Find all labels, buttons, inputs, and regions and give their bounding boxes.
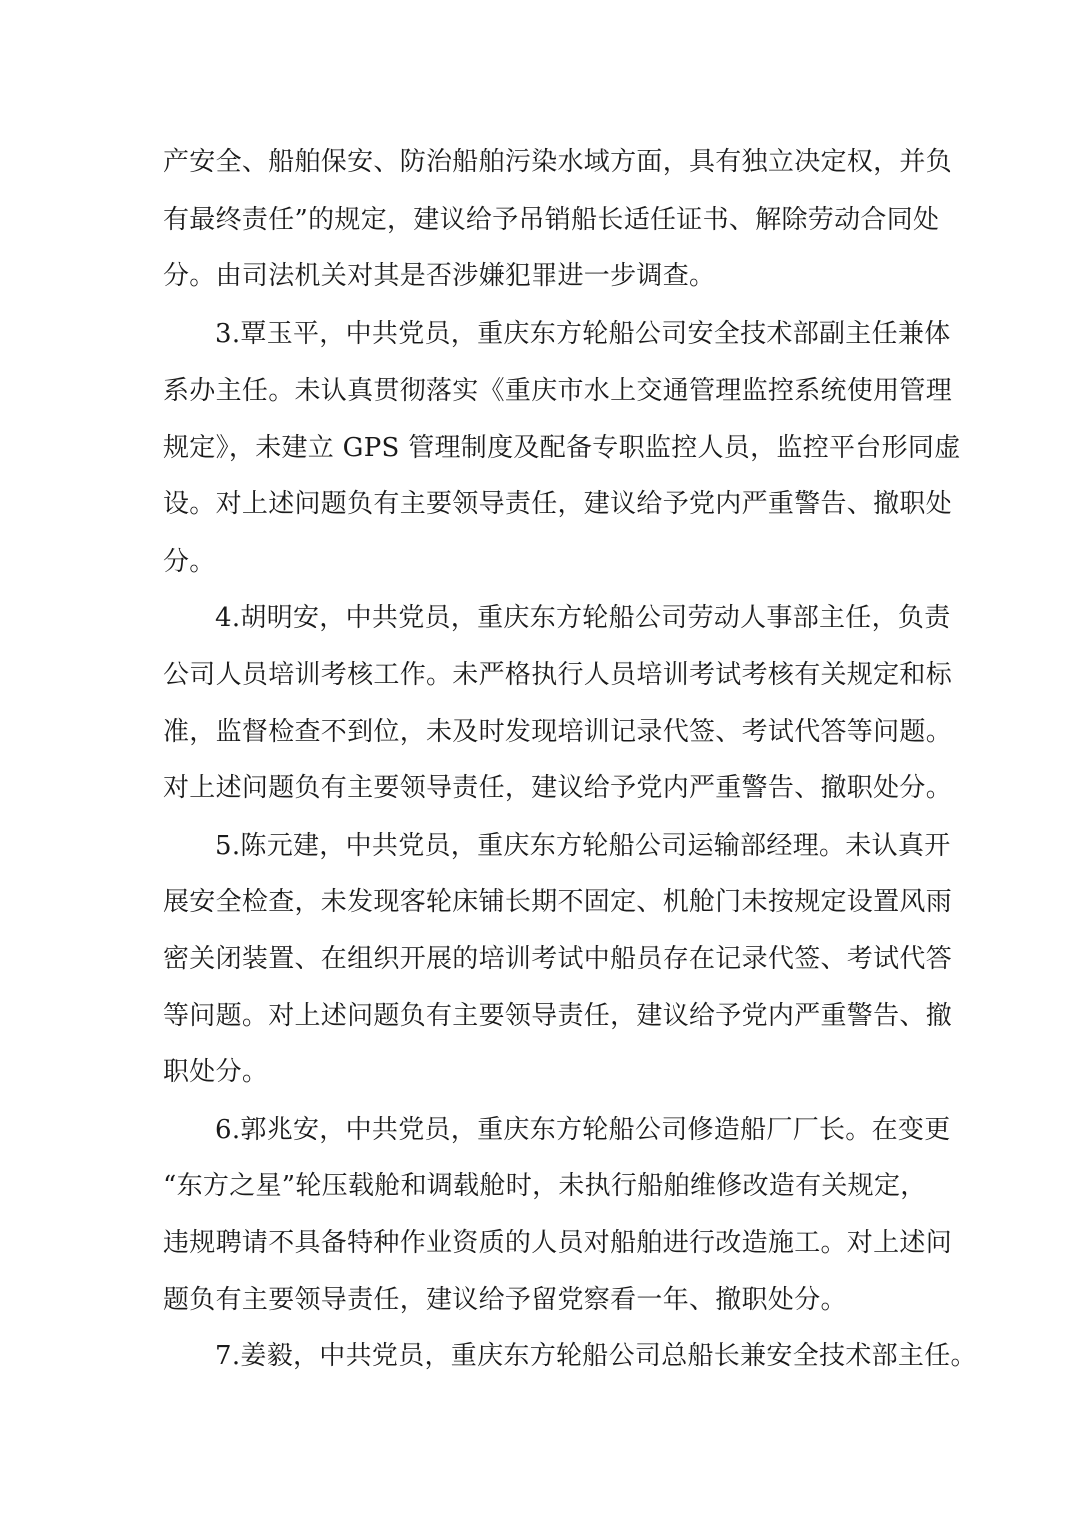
body-text-line: 密关闭装置、在组织开展的培训考试中船员存在记录代签、考试代答 [163,944,953,974]
body-text-line: 违规聘请不具备特种作业资质的人员对船舶进行改造施工。对上述问 [163,1228,953,1258]
body-text-line: “东方之星”轮压载舱和调载舱时，未执行船舶维修改造有关规定， [163,1171,927,1201]
paragraph-7-first-line: 7.姜毅，中共党员，重庆东方轮船公司总船长兼安全技术部主任。 [215,1341,977,1371]
body-text-line: 有最终责任”的规定，建议给予吊销船长适任证书、解除劳动合同处 [163,205,940,235]
paragraph-3-first-line: 3.覃玉平，中共党员，重庆东方轮船公司安全技术部副主任兼体 [215,319,951,349]
body-text-line: 展安全检查，未发现客轮床铺长期不固定、机舱门未按规定设置风雨 [163,887,953,917]
paragraph-6-first-line: 6.郭兆安，中共党员，重庆东方轮船公司修造船厂厂长。在变更 [215,1115,951,1145]
body-text-line: 职处分。 [163,1057,269,1087]
body-text-line: 分。 [163,547,216,577]
body-text-line: 系办主任。未认真贯彻落实《重庆市水上交通管理监控系统使用管理 [163,376,953,406]
body-text-line: 对上述问题负有主要领导责任，建议给予党内严重警告、撤职处分。 [163,773,953,803]
body-text-line: 设。对上述问题负有主要领导责任，建议给予党内严重警告、撤职处 [163,489,953,519]
body-text-line: 题负有主要领导责任，建议给予留党察看一年、撤职处分。 [163,1285,847,1315]
paragraph-5-first-line: 5.陈元建，中共党员，重庆东方轮船公司运输部经理。未认真开 [215,831,951,861]
body-text-line: 准，监督检查不到位，未及时发现培训记录代签、考试代答等问题。 [163,717,953,747]
body-text-line: 分。由司法机关对其是否涉嫌犯罪进一步调查。 [163,261,716,291]
body-text-line: 规定》，未建立 GPS 管理制度及配备专职监控人员，监控平台形同虚 [163,433,961,463]
paragraph-4-first-line: 4.胡明安，中共党员，重庆东方轮船公司劳动人事部主任，负责 [215,603,951,633]
body-text-line: 公司人员培训考核工作。未严格执行人员培训考试考核有关规定和标 [163,660,953,690]
body-text-line: 等问题。对上述问题负有主要领导责任，建议给予党内严重警告、撤 [163,1001,953,1031]
body-text-line: 产安全、船舶保安、防治船舶污染水域方面，具有独立决定权，并负 [163,147,953,177]
